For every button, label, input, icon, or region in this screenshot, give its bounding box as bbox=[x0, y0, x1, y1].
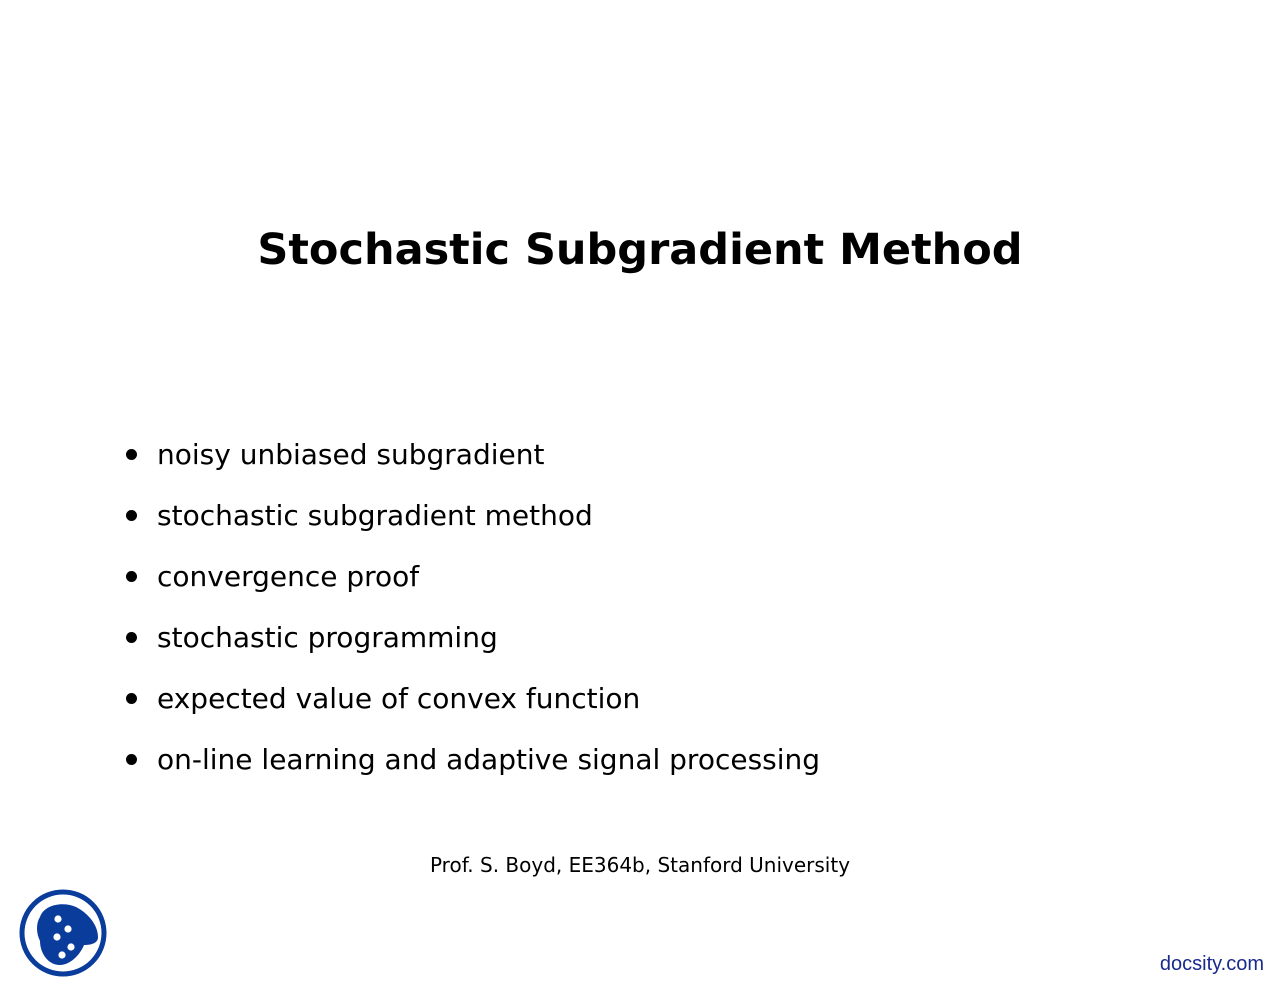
bullet-icon bbox=[126, 693, 137, 704]
bullet-icon bbox=[126, 571, 137, 582]
bullet-text: on-line learning and adaptive signal processing bbox=[157, 742, 821, 776]
seal-svg bbox=[18, 889, 108, 977]
bullet-text: convergence proof bbox=[157, 559, 420, 593]
seal-dot bbox=[64, 925, 71, 932]
seal-dot bbox=[53, 933, 60, 940]
docsity-watermark[interactable]: docsity.com bbox=[1159, 953, 1264, 975]
seal-dot bbox=[58, 951, 65, 958]
bullet-text: expected value of convex function bbox=[157, 681, 641, 715]
bullet-icon bbox=[126, 754, 137, 765]
seal-dot bbox=[54, 915, 61, 922]
bullet-icon bbox=[126, 632, 137, 643]
bullet-icon bbox=[126, 510, 137, 521]
stanford-seal-icon bbox=[18, 889, 108, 977]
list-item bbox=[122, 546, 820, 607]
bullet-text: stochastic programming bbox=[157, 620, 498, 654]
slide-title: Stochastic Subgradient Method bbox=[257, 225, 1023, 275]
seal-dot bbox=[67, 943, 74, 950]
list-item bbox=[122, 485, 820, 546]
bullet-icon bbox=[126, 449, 137, 460]
list-item bbox=[122, 607, 820, 668]
bullet-text: stochastic subgradient method bbox=[157, 498, 593, 532]
list-item bbox=[122, 729, 820, 790]
bullet-list bbox=[122, 424, 820, 790]
list-item bbox=[122, 668, 820, 729]
list-item bbox=[122, 424, 820, 485]
bullet-text: noisy unbiased subgradient bbox=[157, 437, 545, 471]
footer-credit: Prof. S. Boyd, EE364b, Stanford University bbox=[429, 853, 851, 877]
